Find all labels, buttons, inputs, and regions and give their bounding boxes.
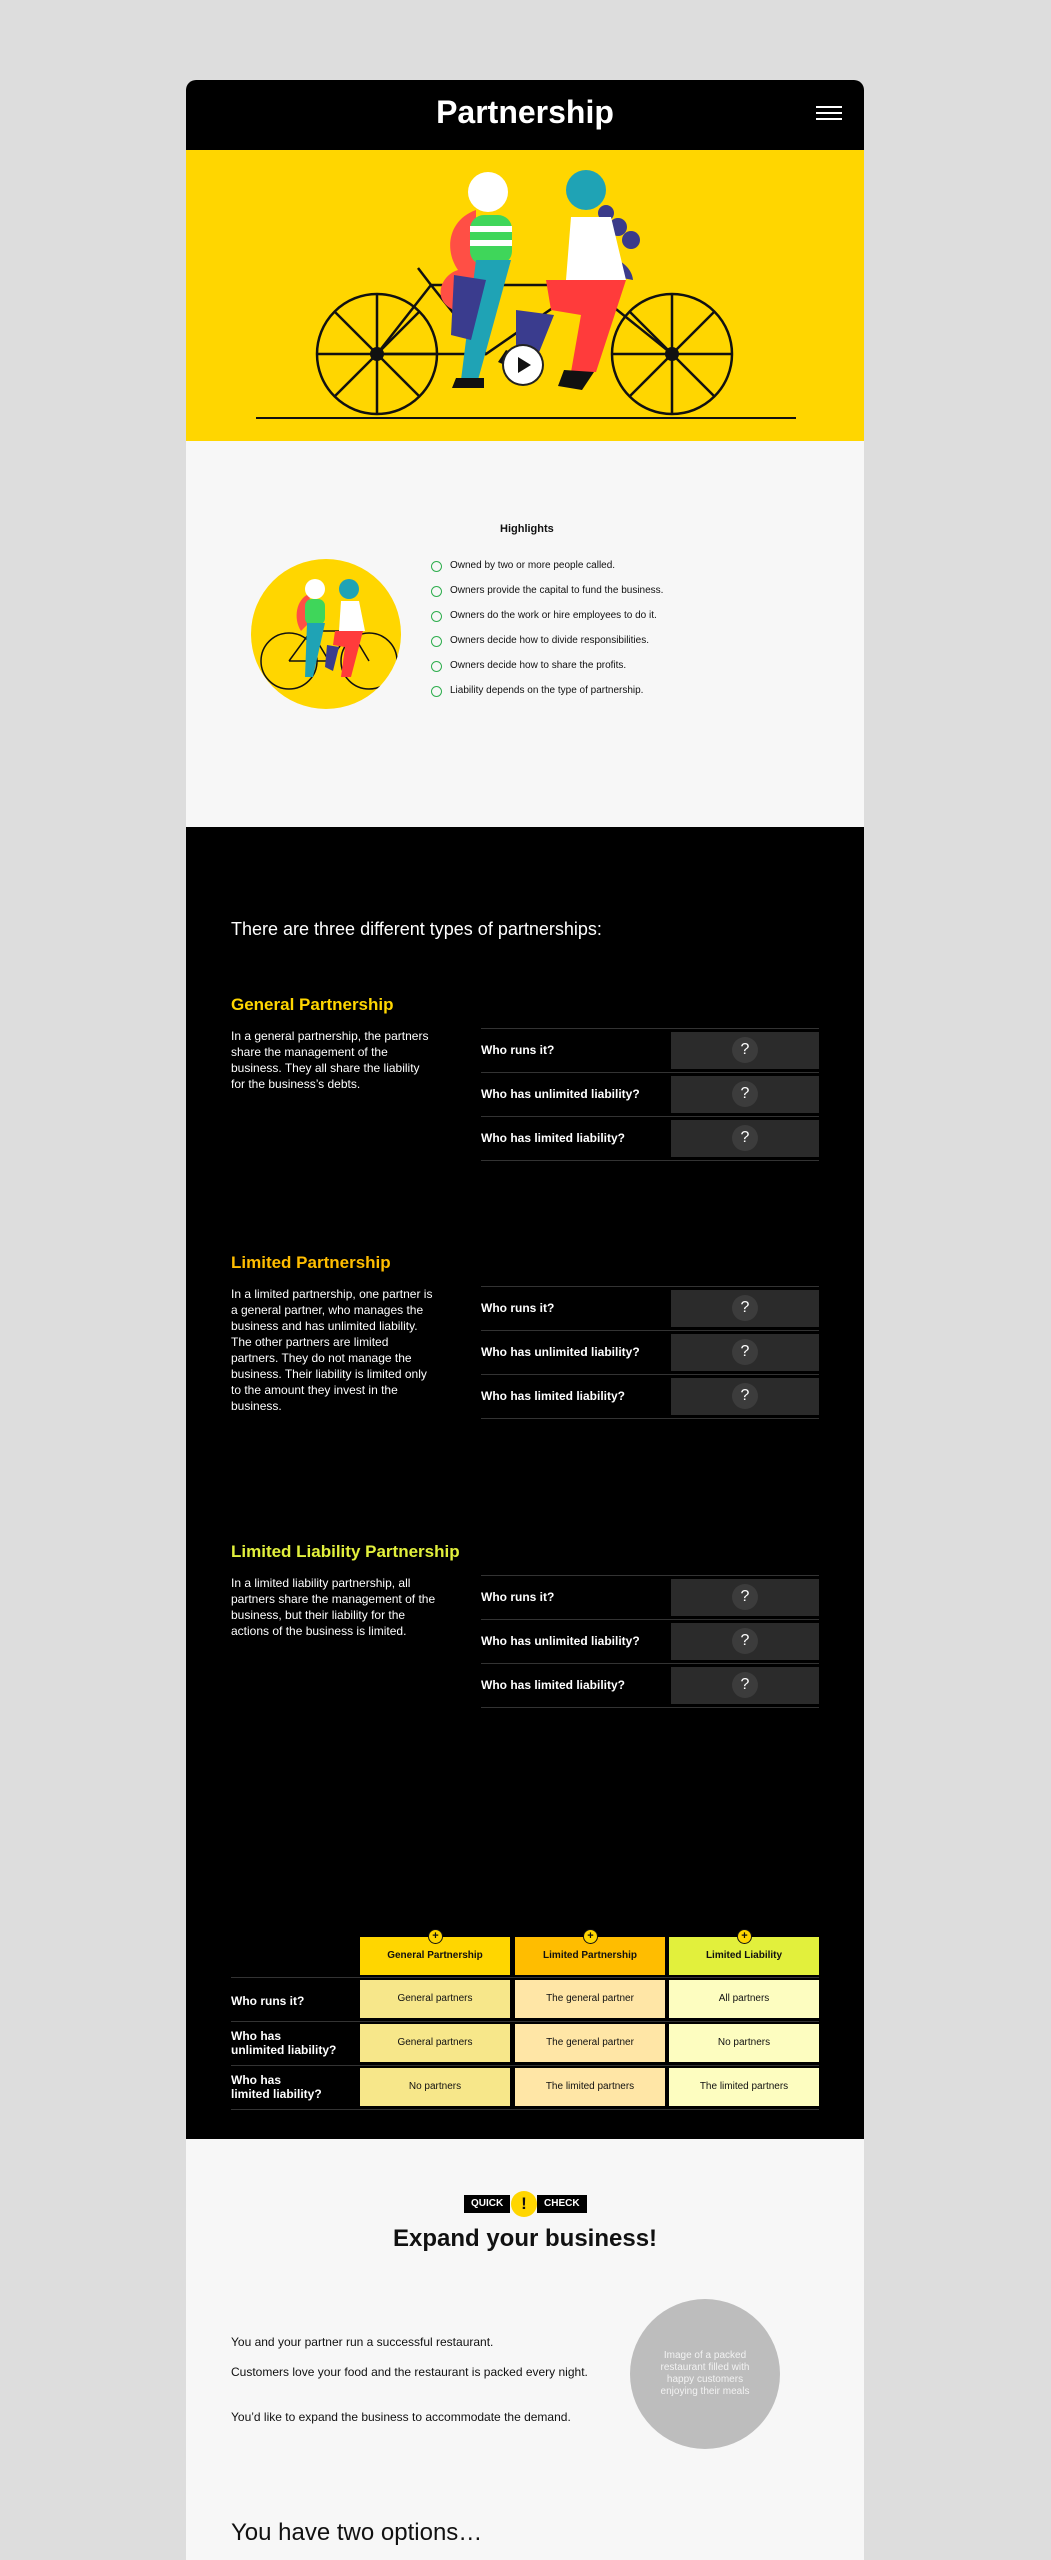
answer-cell: [671, 1290, 819, 1327]
partnership-title: Limited Liability Partnership: [231, 1542, 460, 1561]
highlight-text: Owners decide how to divide responsibilities.: [450, 635, 649, 646]
comparison-cell: The limited partners: [515, 2068, 665, 2106]
list-item: [431, 659, 663, 684]
expand-plus-icon[interactable]: +: [737, 1929, 752, 1944]
column-header-label: General Partnership: [387, 1950, 483, 1961]
restaurant-image-placeholder: [630, 2299, 780, 2449]
check-circle-icon: [431, 586, 442, 597]
highlight-text: Liability depends on the type of partnership.: [450, 685, 644, 696]
comparison-cell: All partners: [669, 1980, 819, 2018]
partnership-description: In a limited liability partnership, all partners share the management of the business, but their liability for the actions of the business is limited.: [231, 1576, 436, 1638]
table-row: [481, 1664, 819, 1708]
tandem-bicycle-thumbnail: [251, 559, 401, 709]
quick-check-title: Expand your business!: [392, 2225, 658, 2252]
row-label: Who has unlimited liability?: [231, 2029, 337, 2057]
question-label: Who has unlimited liability?: [481, 1634, 640, 1648]
question-label: Who has unlimited liability?: [481, 1345, 640, 1359]
answer-cell: [671, 1120, 819, 1157]
quick-check-section: [186, 2139, 864, 2560]
comparison-cell: The general partner: [515, 1980, 665, 2018]
question-label: Who has unlimited liability?: [481, 1087, 640, 1101]
expand-plus-icon[interactable]: +: [428, 1929, 443, 1944]
highlight-text: Owners decide how to share the profits.: [450, 660, 627, 671]
table-row: [481, 1576, 819, 1620]
highlight-text: Owners provide the capital to fund the business.: [450, 585, 664, 596]
table-row: [481, 1331, 819, 1375]
table-row: [481, 1073, 819, 1117]
check-circle-icon: [431, 561, 442, 572]
highlights-list: [431, 559, 663, 709]
check-circle-icon: [431, 611, 442, 622]
types-intro: There are three different types of partnerships:: [231, 919, 602, 939]
table-row: [481, 1287, 819, 1331]
hero-video[interactable]: [186, 150, 864, 441]
question-label: Who has limited liability?: [481, 1389, 626, 1403]
comparison-cell: The limited partners: [669, 2068, 819, 2106]
answer-cell: [671, 1076, 819, 1113]
partnership-types-section: [186, 827, 864, 2139]
expand-plus-icon[interactable]: +: [583, 1929, 598, 1944]
list-item: [431, 684, 663, 709]
check-circle-icon: [431, 636, 442, 647]
check-circle-icon: [431, 661, 442, 672]
answer-cell: [671, 1667, 819, 1704]
partnership-title: Limited Partnership: [231, 1253, 391, 1272]
question-table: [481, 1286, 819, 1419]
general-partnership-block: [231, 995, 864, 1146]
highlights-title: Highlights: [500, 523, 554, 535]
reveal-answer-button[interactable]: ?: [732, 1628, 758, 1654]
list-item: [431, 634, 663, 659]
page-title: Partnership: [436, 94, 614, 130]
scenario-paragraph: You and your partner run a successful restaurant.: [231, 2335, 494, 2349]
limited-partnership-block: [231, 1253, 864, 1413]
comparison-cell: General partners: [360, 1980, 510, 2018]
answer-cell: [671, 1334, 819, 1371]
table-row: [481, 1620, 819, 1664]
badge-quick: QUICK: [464, 2195, 510, 2213]
limited-liability-partnership-block: [231, 1542, 864, 1693]
table-row: [481, 1117, 819, 1161]
question-label: Who runs it?: [481, 1301, 555, 1315]
comparison-cell: No partners: [360, 2068, 510, 2106]
row-divider: [231, 2109, 819, 2110]
reveal-answer-button[interactable]: ?: [732, 1672, 758, 1698]
row-divider: [231, 1977, 819, 1978]
question-label: Who has limited liability?: [481, 1678, 626, 1692]
tandem-bicycle-illustration: [186, 150, 864, 441]
comparison-cell: General partners: [360, 2024, 510, 2062]
answer-cell: [671, 1623, 819, 1660]
reveal-answer-button[interactable]: ?: [732, 1125, 758, 1151]
reveal-answer-button[interactable]: ?: [732, 1383, 758, 1409]
image-caption: Image of a packed restaurant filled with happy customers enjoying their meals: [660, 2350, 750, 2397]
list-item: [431, 584, 663, 609]
scenario-paragraph: Customers love your food and the restaurant is packed every night.: [231, 2365, 588, 2379]
answer-cell: [671, 1378, 819, 1415]
question-label: Who runs it?: [481, 1590, 555, 1604]
highlight-text: Owners do the work or hire employees to do it.: [450, 610, 657, 621]
row-divider: [231, 2021, 819, 2022]
row-label: Who runs it?: [231, 1994, 305, 2008]
highlights-section: [186, 441, 864, 827]
table-row: [481, 1029, 819, 1073]
answer-cell: [671, 1032, 819, 1069]
partnership-description: In a general partnership, the partners share the management of the business. They all share the liability for the business’s debts.: [231, 1029, 429, 1091]
question-table: [481, 1028, 819, 1161]
partnership-title: General Partnership: [231, 995, 394, 1014]
row-divider: [231, 2065, 819, 2066]
highlight-text: Owned by two or more people called.: [450, 560, 616, 571]
answer-cell: [671, 1579, 819, 1616]
options-heading: You have two options…: [231, 2519, 483, 2546]
reveal-answer-button[interactable]: ?: [732, 1295, 758, 1321]
list-item: [431, 609, 663, 634]
column-header-general: [360, 1930, 510, 1975]
list-item: [431, 559, 663, 584]
reveal-answer-button[interactable]: ?: [732, 1339, 758, 1365]
hamburger-menu-icon[interactable]: [816, 106, 842, 122]
row-label: Who has limited liability?: [231, 2073, 322, 2101]
table-row: [481, 1375, 819, 1419]
lesson-page: [186, 80, 864, 2560]
column-header-llp: [669, 1930, 819, 1975]
reveal-answer-button[interactable]: ?: [732, 1081, 758, 1107]
comparison-cell: No partners: [669, 2024, 819, 2062]
column-header-limited: [515, 1930, 665, 1975]
question-table: [481, 1575, 819, 1708]
reveal-answer-button[interactable]: ?: [732, 1584, 758, 1610]
badge-check: CHECK: [537, 2195, 587, 2213]
column-header-label: Limited Partnership: [543, 1950, 637, 1961]
question-label: Who has limited liability?: [481, 1131, 626, 1145]
top-bar: [186, 80, 864, 150]
exclamation-icon: !: [511, 2191, 537, 2217]
partnership-description: In a limited partnership, one partner is a general partner, who manages the business and has unlimited liability. The other partners are limited partners. They do not manage the business. Their liability is limited only to the amount they invest in the business.: [231, 1287, 433, 1413]
column-header-label: Limited Liability: [705, 1950, 783, 1961]
reveal-answer-button[interactable]: ?: [732, 1037, 758, 1063]
play-button[interactable]: [504, 346, 542, 384]
comparison-cell: The general partner: [515, 2024, 665, 2062]
question-label: Who runs it?: [481, 1043, 555, 1057]
scenario-paragraph: You’d like to expand the business to accommodate the demand.: [231, 2410, 571, 2424]
check-circle-icon: [431, 686, 442, 697]
